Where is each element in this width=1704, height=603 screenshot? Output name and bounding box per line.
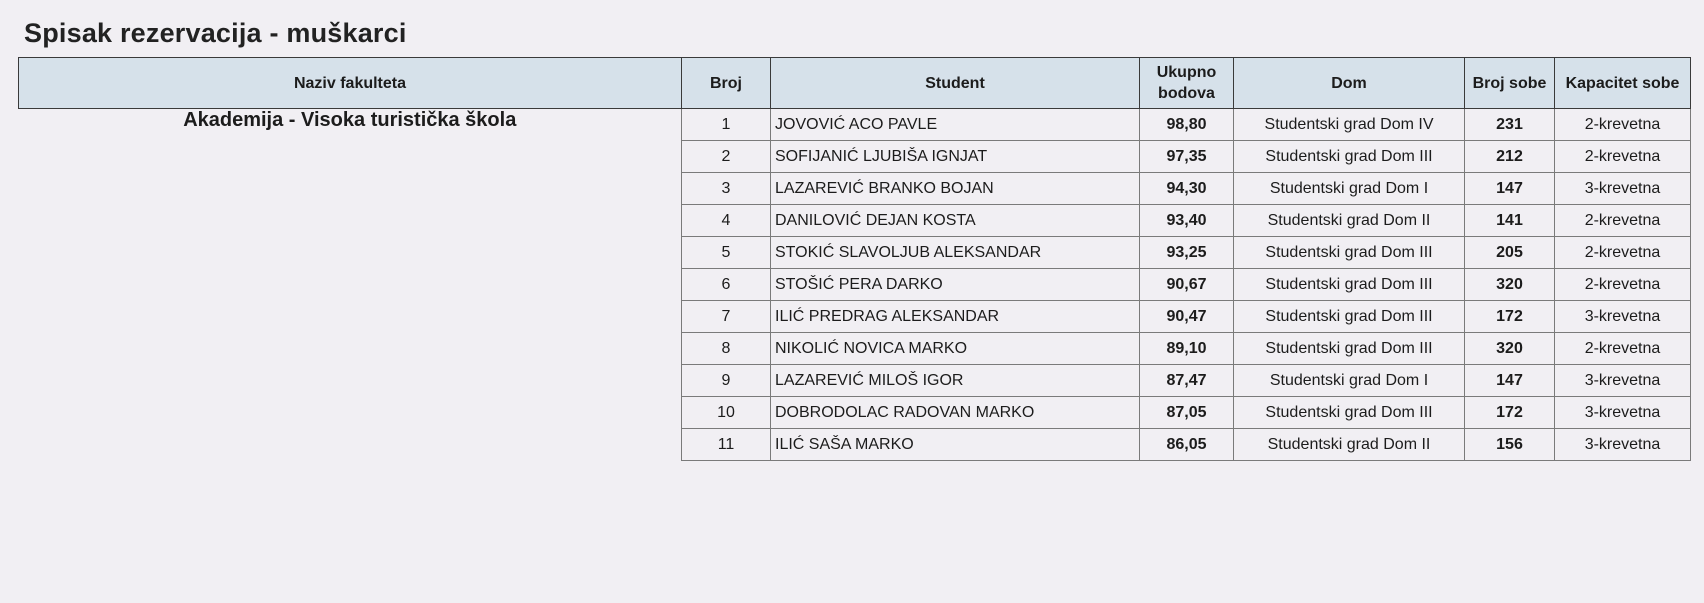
cell-points: 90,47 bbox=[1140, 301, 1234, 333]
cell-room: 156 bbox=[1465, 429, 1555, 461]
cell-dom: Studentski grad Dom III bbox=[1234, 141, 1465, 173]
cell-capacity: 3-krevetna bbox=[1555, 173, 1691, 205]
header-capacity: Kapacitet sobe bbox=[1555, 58, 1691, 109]
cell-capacity: 2-krevetna bbox=[1555, 141, 1691, 173]
cell-student: STOŠIĆ PERA DARKO bbox=[771, 269, 1140, 301]
header-faculty: Naziv fakulteta bbox=[19, 58, 682, 109]
cell-points: 97,35 bbox=[1140, 141, 1234, 173]
cell-capacity: 2-krevetna bbox=[1555, 269, 1691, 301]
header-row bbox=[19, 58, 1691, 109]
cell-room: 147 bbox=[1465, 365, 1555, 397]
cell-dom: Studentski grad Dom III bbox=[1234, 237, 1465, 269]
cell-points: 93,40 bbox=[1140, 205, 1234, 237]
cell-broj: 10 bbox=[682, 397, 771, 429]
cell-room: 231 bbox=[1465, 109, 1555, 141]
cell-dom: Studentski grad Dom II bbox=[1234, 429, 1465, 461]
header-points bbox=[1140, 58, 1234, 109]
cell-broj: 3 bbox=[682, 173, 771, 205]
cell-points: 90,67 bbox=[1140, 269, 1234, 301]
cell-student: JOVOVIĆ ACO PAVLE bbox=[771, 109, 1140, 141]
cell-capacity: 3-krevetna bbox=[1555, 365, 1691, 397]
cell-capacity: 3-krevetna bbox=[1555, 397, 1691, 429]
cell-room: 147 bbox=[1465, 173, 1555, 205]
cell-student: DANILOVIĆ DEJAN KOSTA bbox=[771, 205, 1140, 237]
header-dom: Dom bbox=[1234, 58, 1465, 109]
cell-broj: 4 bbox=[682, 205, 771, 237]
cell-capacity: 2-krevetna bbox=[1555, 333, 1691, 365]
cell-room: 320 bbox=[1465, 333, 1555, 365]
cell-student: LAZAREVIĆ MILOŠ IGOR bbox=[771, 365, 1140, 397]
header-points-line2: bodova bbox=[1158, 85, 1215, 102]
cell-dom: Studentski grad Dom I bbox=[1234, 173, 1465, 205]
cell-points: 87,47 bbox=[1140, 365, 1234, 397]
page-title: Spisak rezervacija - muškarci bbox=[24, 18, 407, 48]
header-room: Broj sobe bbox=[1465, 58, 1555, 109]
cell-room: 205 bbox=[1465, 237, 1555, 269]
cell-points: 98,80 bbox=[1140, 109, 1234, 141]
cell-points: 94,30 bbox=[1140, 173, 1234, 205]
cell-broj: 9 bbox=[682, 365, 771, 397]
cell-broj: 11 bbox=[682, 429, 771, 461]
cell-student: SOFIJANIĆ LJUBIŠA IGNJAT bbox=[771, 141, 1140, 173]
cell-points: 89,10 bbox=[1140, 333, 1234, 365]
cell-student: DOBRODOLAC RADOVAN MARKO bbox=[771, 397, 1140, 429]
cell-student: NIKOLIĆ NOVICA MARKO bbox=[771, 333, 1140, 365]
cell-dom: Studentski grad Dom III bbox=[1234, 333, 1465, 365]
cell-points: 93,25 bbox=[1140, 237, 1234, 269]
cell-dom: Studentski grad Dom IV bbox=[1234, 109, 1465, 141]
cell-room: 141 bbox=[1465, 205, 1555, 237]
cell-points: 86,05 bbox=[1140, 429, 1234, 461]
cell-points: 87,05 bbox=[1140, 397, 1234, 429]
faculty-name: Akademija - Visoka turistička škola bbox=[183, 109, 517, 131]
cell-broj: 2 bbox=[682, 141, 771, 173]
cell-capacity: 2-krevetna bbox=[1555, 237, 1691, 269]
header-student: Student bbox=[771, 58, 1140, 109]
cell-dom: Studentski grad Dom III bbox=[1234, 397, 1465, 429]
cell-dom: Studentski grad Dom III bbox=[1234, 301, 1465, 333]
cell-capacity: 3-krevetna bbox=[1555, 301, 1691, 333]
cell-room: 172 bbox=[1465, 301, 1555, 333]
cell-capacity: 2-krevetna bbox=[1555, 205, 1691, 237]
cell-broj: 8 bbox=[682, 333, 771, 365]
cell-broj: 7 bbox=[682, 301, 771, 333]
cell-broj: 5 bbox=[682, 237, 771, 269]
cell-student: ILIĆ SAŠA MARKO bbox=[771, 429, 1140, 461]
cell-dom: Studentski grad Dom II bbox=[1234, 205, 1465, 237]
cell-room: 212 bbox=[1465, 141, 1555, 173]
cell-broj: 6 bbox=[682, 269, 771, 301]
cell-capacity: 2-krevetna bbox=[1555, 109, 1691, 141]
cell-student: LAZAREVIĆ BRANKO BOJAN bbox=[771, 173, 1140, 205]
table-row bbox=[19, 109, 1691, 141]
cell-broj: 1 bbox=[682, 109, 771, 141]
cell-dom: Studentski grad Dom I bbox=[1234, 365, 1465, 397]
reservations-table bbox=[18, 57, 1691, 461]
header-points-line1: Ukupno bbox=[1156, 64, 1217, 81]
cell-capacity: 3-krevetna bbox=[1555, 429, 1691, 461]
cell-dom: Studentski grad Dom III bbox=[1234, 269, 1465, 301]
cell-room: 320 bbox=[1465, 269, 1555, 301]
cell-student: ILIĆ PREDRAG ALEKSANDAR bbox=[771, 301, 1140, 333]
header-broj: Broj bbox=[682, 58, 771, 109]
cell-student: STOKIĆ SLAVOLJUB ALEKSANDAR bbox=[771, 237, 1140, 269]
cell-room: 172 bbox=[1465, 397, 1555, 429]
